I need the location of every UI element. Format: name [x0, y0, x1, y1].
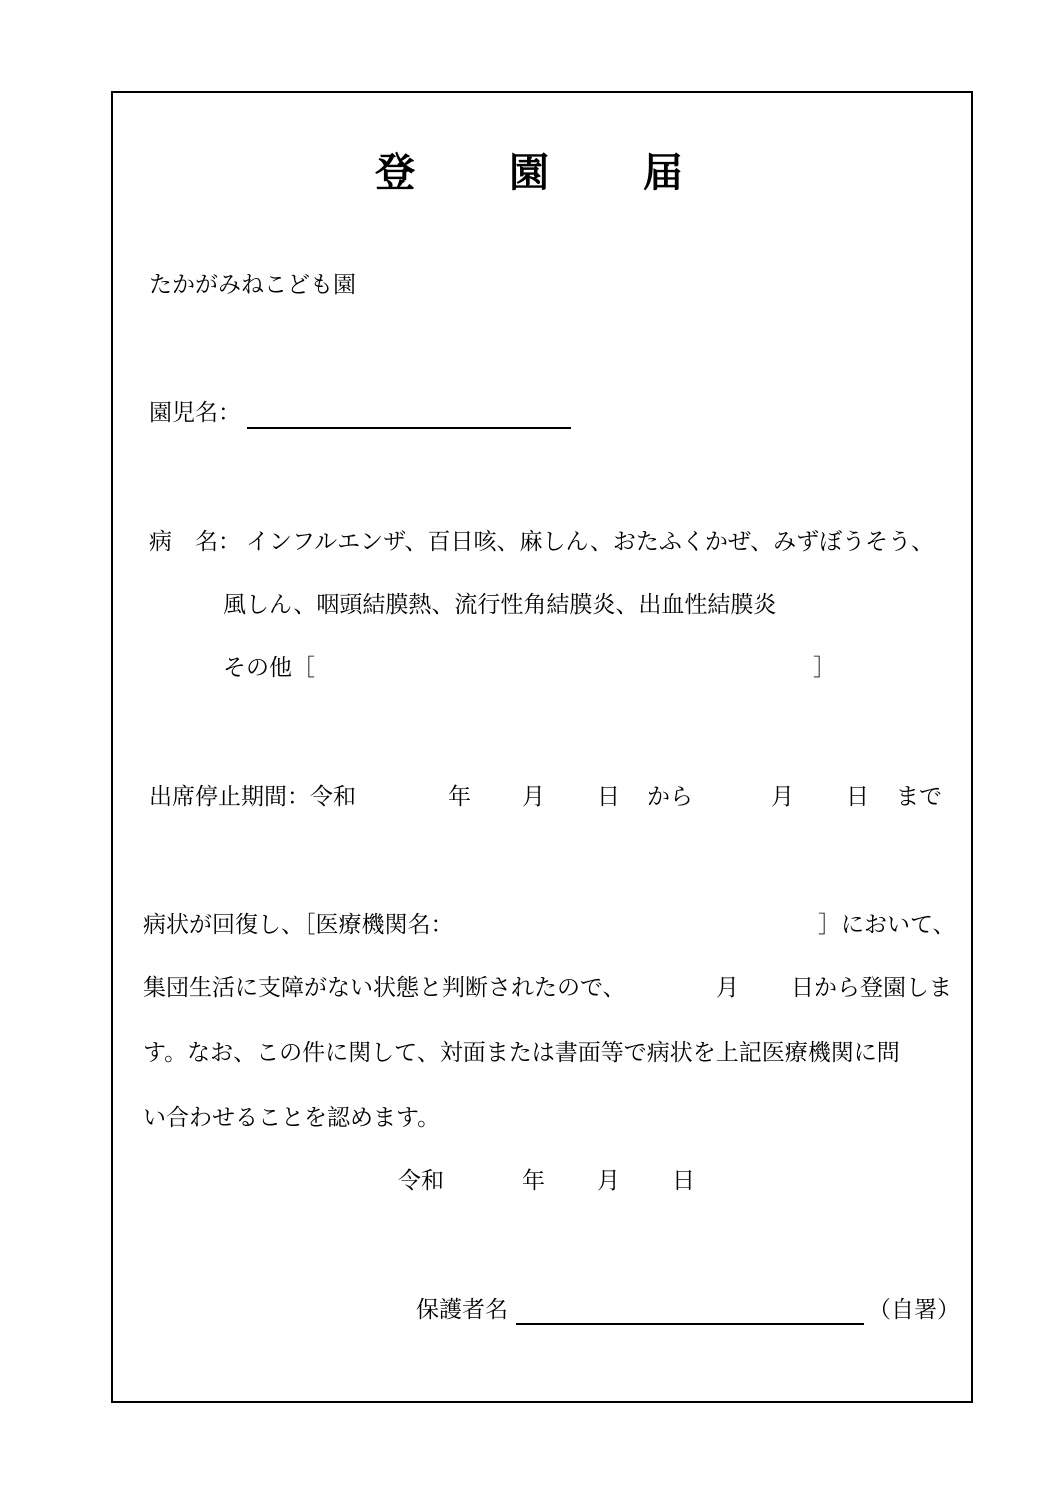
date-day: 日 — [672, 1168, 695, 1194]
suspension-month-from: 月 — [522, 784, 545, 810]
date-era: 令和 — [398, 1168, 444, 1194]
guardian-signature-line[interactable] — [516, 1323, 864, 1325]
statement-line2-start: 集団生活に支障がない状態と判断されたので、 — [143, 975, 626, 1001]
document-title: 登 園 届 — [375, 150, 723, 196]
school-name: たかがみねこども園 — [149, 272, 356, 298]
suspension-until: まで — [896, 784, 942, 810]
statement-line2-month: 月 — [716, 975, 739, 1001]
child-name-line[interactable] — [247, 427, 571, 429]
suspension-day-from: 日 — [597, 784, 620, 810]
statement-line3: す。なお、この件に関して、対面または書面等で病状を上記医療機関に問 — [143, 1040, 900, 1066]
statement-line1-start: 病状が回復し、［医療機関名： — [143, 912, 454, 938]
guardian-label: 保護者名 — [416, 1297, 508, 1323]
suspension-from: から — [647, 784, 693, 810]
statement-line4: い合わせることを認めます。 — [143, 1105, 441, 1131]
date-month: 月 — [597, 1168, 620, 1194]
date-year: 年 — [522, 1168, 545, 1194]
disease-other-close: ］ — [813, 655, 836, 681]
disease-other-label: その他［ — [223, 655, 315, 681]
suspension-month-to: 月 — [771, 784, 794, 810]
suspension-year: 年 — [448, 784, 471, 810]
disease-list-line2: 風しん、咽頭結膜熱、流行性角結膜炎、出血性結膜炎 — [223, 592, 777, 618]
child-name-label: 園児名： — [149, 400, 241, 426]
guardian-signature-note: （自署） — [868, 1297, 960, 1323]
suspension-label: 出席停止期間：令和 — [149, 784, 356, 810]
statement-line2-end: 日から登園しま — [791, 975, 952, 1001]
suspension-day-to: 日 — [846, 784, 869, 810]
disease-list-line1: インフルエンザ、百日咳、麻しん、おたふくかぜ、みずぼうそう、 — [246, 529, 935, 555]
statement-line1-end: ］において、 — [818, 912, 956, 938]
disease-label: 病 名： — [149, 529, 241, 555]
